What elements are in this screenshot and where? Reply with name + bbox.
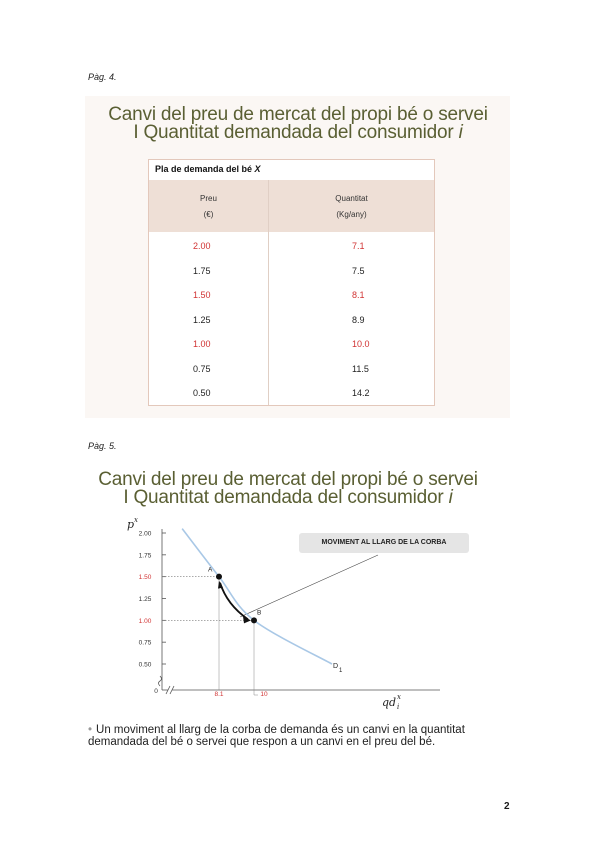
cell-quantity: 10.0 bbox=[352, 339, 370, 349]
cell-price: 1.75 bbox=[193, 265, 211, 276]
point-b bbox=[251, 617, 257, 623]
cell-quantity: 8.9 bbox=[352, 314, 365, 325]
y-tick-label: 0.50 bbox=[138, 661, 152, 669]
cell-quantity: 8.1 bbox=[352, 290, 365, 300]
page-number: 2 bbox=[504, 801, 510, 812]
cell-quantity: 11.5 bbox=[352, 363, 369, 374]
header-quantity: Quantitat (Kg/any) bbox=[335, 194, 368, 219]
cell-quantity: 7.1 bbox=[352, 241, 365, 251]
header-price: Preu (€) bbox=[200, 194, 217, 219]
slide-1-title-line2: I Quantitat demandada del consumidor i bbox=[133, 122, 463, 143]
page-4-label: Pàg. 4. bbox=[88, 72, 117, 82]
cell-price: 1.00 bbox=[193, 339, 211, 349]
y-axis-label-sup: x bbox=[134, 516, 138, 524]
x-tick-label: 10 bbox=[260, 691, 268, 698]
y-axis-label: p bbox=[127, 518, 135, 531]
x-axis-label-sup: x bbox=[397, 693, 401, 701]
y-tick-label: 1.75 bbox=[138, 552, 152, 560]
x-axis-label-sub: i bbox=[397, 703, 400, 711]
point-a bbox=[216, 574, 222, 580]
y-tick-label: 1.00 bbox=[138, 617, 152, 625]
y-axis-break-icon bbox=[159, 676, 162, 686]
curve-label-sub: 1 bbox=[339, 668, 343, 674]
x-tick-label: 8.1 bbox=[214, 691, 224, 698]
annotation-pointer bbox=[240, 555, 378, 617]
bullet-icon: • bbox=[88, 724, 93, 736]
cell-price: 1.25 bbox=[193, 314, 211, 325]
page-5-label: Pàg. 5. bbox=[88, 441, 117, 451]
cell-price: 2.00 bbox=[193, 241, 211, 251]
cell-price: 1.50 bbox=[193, 290, 211, 300]
y-tick-label: 1.50 bbox=[138, 574, 152, 582]
y-tick-label: 1.25 bbox=[138, 596, 152, 603]
slide-1-title-line1: Canvi del preu de mercat del propi bé o servei bbox=[108, 104, 488, 125]
curve-label: D bbox=[333, 663, 339, 670]
point-label: B bbox=[257, 609, 262, 617]
cell-price: 0.50 bbox=[193, 388, 211, 398]
explanation-bullet: • Un moviment al llarg de la corba de demanda és un canvi en la quantitat demandada del bé o servei que respon a un canvi en el preu del bé. bbox=[88, 724, 465, 748]
origin-label: 0 bbox=[154, 688, 158, 695]
slide-2-title-line1: Canvi del preu de mercat del propi bé o servei bbox=[98, 469, 478, 490]
cell-quantity: 7.5 bbox=[352, 265, 365, 276]
x-axis-label: qd bbox=[382, 696, 397, 709]
movement-arrow bbox=[220, 583, 248, 620]
point-label: A bbox=[208, 566, 213, 574]
cell-quantity: 14.2 bbox=[352, 388, 370, 398]
table-caption: Pla de demanda del bé X bbox=[155, 164, 261, 174]
cell-price: 0.75 bbox=[193, 363, 211, 374]
annotation-box: MOVIMENT AL LLARG DE LA CORBA bbox=[299, 533, 469, 553]
slide-2-title-line2: I Quantitat demandada del consumidor i bbox=[123, 487, 453, 508]
y-tick-label: 0.75 bbox=[138, 639, 152, 647]
y-tick-label: 2.00 bbox=[138, 530, 152, 538]
